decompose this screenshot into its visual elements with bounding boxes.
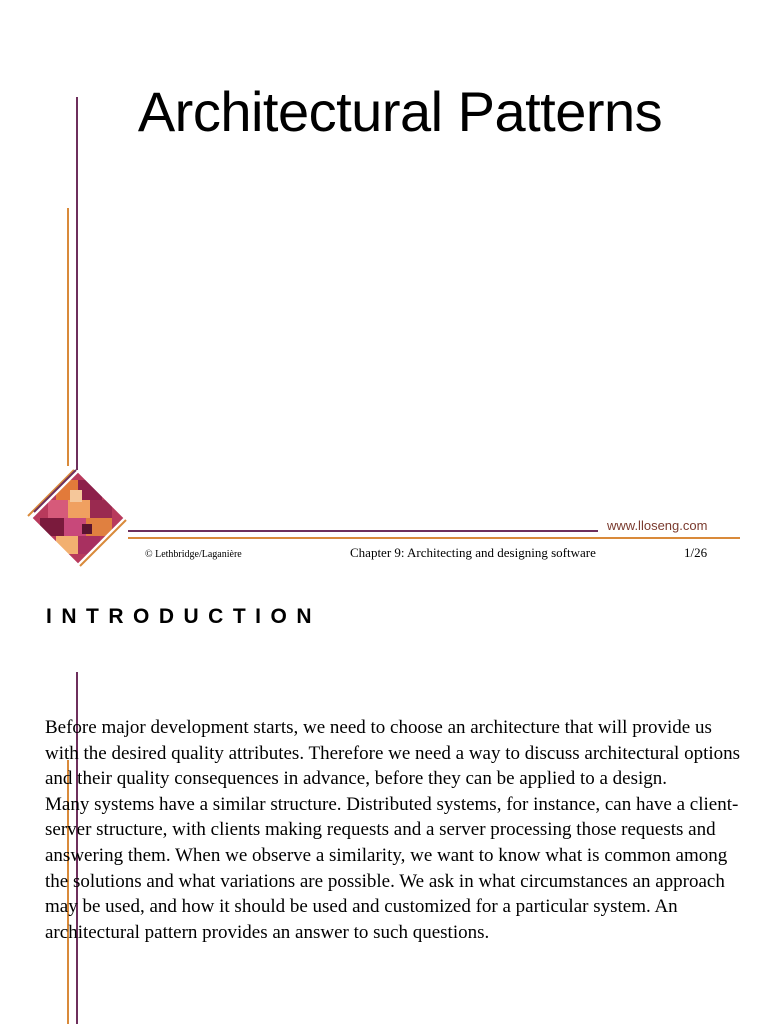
slide-decor-hline-purple (128, 530, 598, 532)
slide-decor-hline-orange (128, 537, 740, 539)
page-number: 1/26 (684, 545, 708, 560)
slide-title: Architectural Patterns (137, 80, 663, 143)
body-paragraph-2: Many systems have a similar structure. Distributed systems, for instance, can have a client-server structure, with clients making requests and a server processing those requests and answering them. When we observe a similarity, we want to know what is common among the solutions and what variations are possible. We ask in what circumstances an approach may be used, and how it should be used and customized for a particular system. An architectural pattern provides an answer to such questions. (45, 793, 739, 943)
body-text (45, 715, 745, 945)
copyright-text: © Lethbridge/Laganière (145, 549, 242, 560)
chapter-text: Chapter 9: Architecting and designing software (350, 545, 596, 560)
slide-decor-line-purple (76, 97, 78, 470)
website-url: www.lloseng.com (607, 518, 708, 533)
section-heading: INTRODUCTION (46, 605, 321, 628)
body-paragraph-1: Before major development starts, we need to choose an architecture that will provide us with the desired quality attributes. Therefore we need a way to discuss architectural options and their quality consequences in advance, before they can be applied to a design. (45, 717, 741, 790)
patchwork-diamond-logo (26, 466, 130, 570)
slide-decor-line-orange (67, 208, 69, 466)
